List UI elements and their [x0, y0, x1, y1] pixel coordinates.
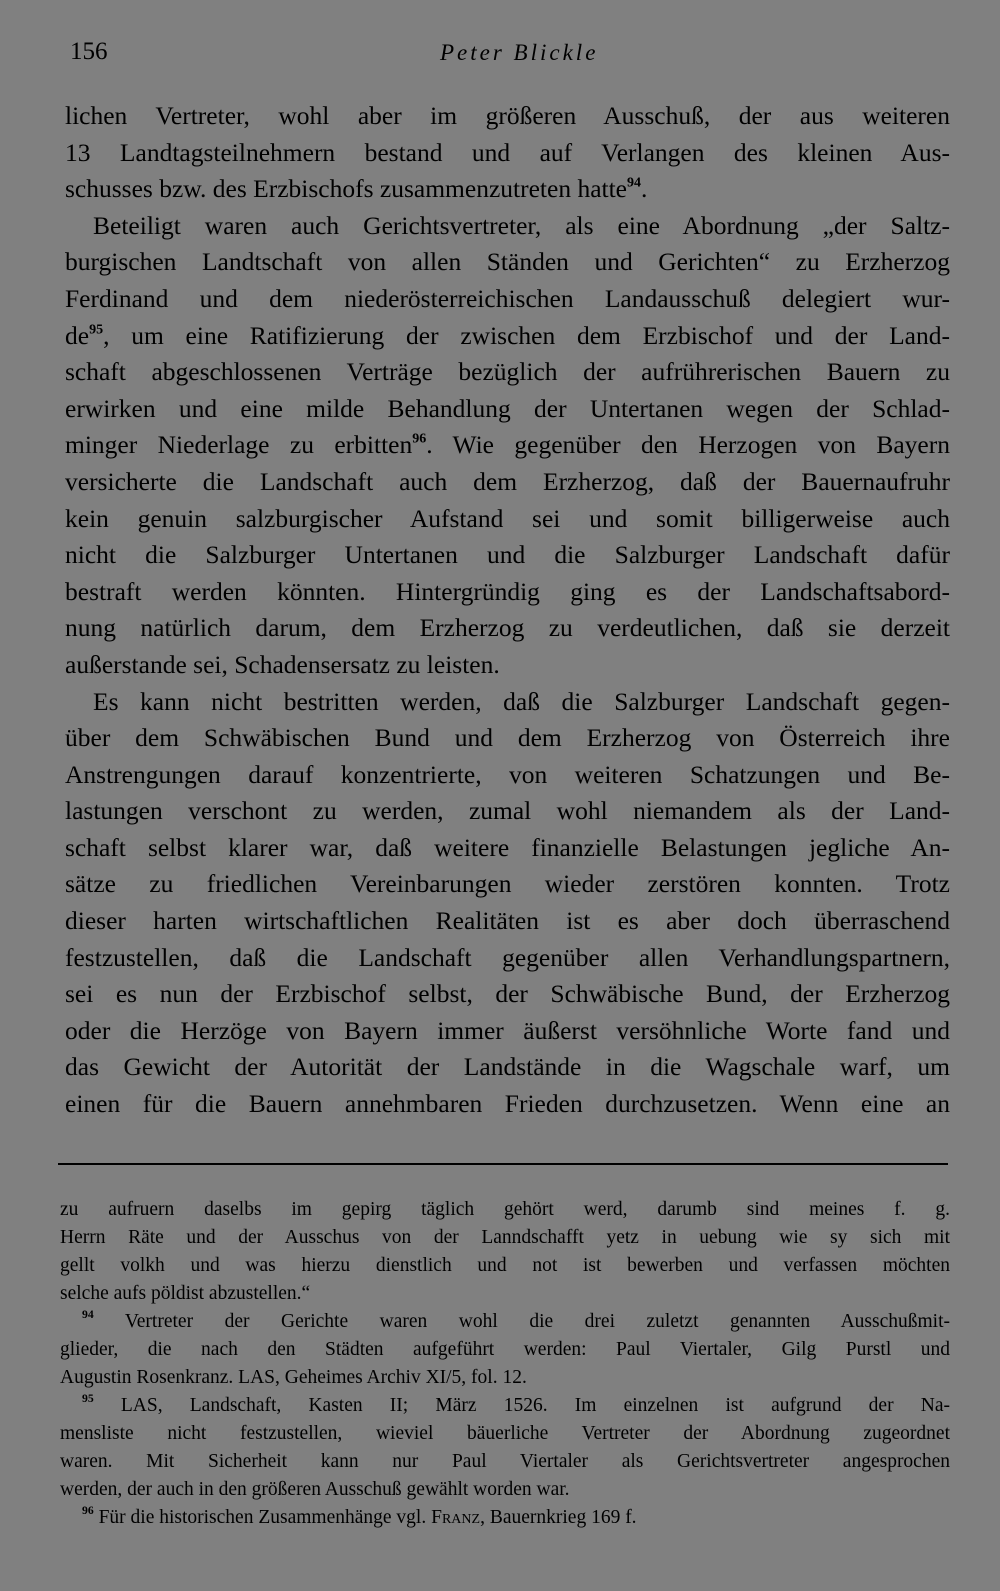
body-line: lichen Vertreter, wohl aber im größeren Ausschuß, der aus weiteren: [65, 101, 950, 130]
body-line: dieser harten wirtschaftlichen Realitäten ist es aber doch überraschend: [65, 906, 950, 936]
text-run: Für die historischen Zusammenhänge vgl.: [93, 1507, 432, 1528]
footnote-94: [60, 1308, 950, 1336]
footnote-95: [60, 1392, 950, 1420]
body-line: oder die Herzöge von Bayern immer äußerst versöhnliche Worte fand und: [65, 1015, 950, 1045]
body-line: [65, 427, 950, 464]
body-line: Anstrengungen darauf konzentrierte, von weiteren Schatzungen und Be-: [65, 759, 950, 789]
running-head: Peter Blickle: [440, 40, 599, 65]
body-line: versicherte die Landschaft auch dem Erzherzog, daß der Bauernaufruhr: [65, 466, 950, 496]
body-text: [65, 98, 950, 1123]
text-run: , um eine Ratifizierung der zwischen dem Erzbischof und der Land-: [103, 320, 950, 350]
body-line: burgischen Landtschaft von allen Ständen und Gerichten“ zu Erzherzog: [65, 247, 950, 277]
body-line: über dem Schwäbischen Bund und dem Erzherzog von Österreich ihre: [65, 723, 950, 753]
text-run: Vertreter der Gerichte waren wohl die drei zuletzt genannten Ausschußmit-: [93, 1311, 950, 1332]
body-line: außerstande sei, Schadensersatz zu leisten.: [65, 649, 500, 679]
footnote-ref-96[interactable]: 96: [412, 431, 427, 447]
text-run: schusses bzw. des Erzbischofs zusammenzutreten hatte: [65, 174, 627, 204]
text-run: .: [641, 174, 648, 204]
body-line: 13 Landtagsteilnehmern bestand und auf Verlangen des kleinen Aus-: [65, 137, 950, 167]
body-line: schaft selbst klarer war, daß weitere finanzielle Belastungen jegliche An-: [65, 832, 950, 862]
body-line: [65, 171, 950, 208]
body-line: [65, 318, 950, 355]
body-line: schaft abgeschlossenen Verträge bezüglich der aufrührerischen Bauern zu: [65, 357, 950, 387]
body-line: nung natürlich darum, dem Erzherzog zu verdeutlichen, daß sie derzeit: [65, 613, 950, 643]
footnote-line: gellt volkh und was hierzu dienstlich und not ist bewerben und verfassen möchten: [60, 1255, 950, 1276]
text-run: , Bauernkrieg 169 f.: [480, 1507, 637, 1528]
body-line: sei es nun der Erzbischof selbst, der Schwäbische Bund, der Erzherzog: [65, 979, 950, 1009]
text-run: minger Niederlage zu erbitten: [65, 430, 413, 460]
footnote-line: glieder, die nach den Städten aufgeführt werden: Paul Viertaler, Gilg Purstl und: [60, 1339, 950, 1360]
body-line: sätze zu friedlichen Vereinbarungen wieder zerstören konnten. Trotz: [65, 869, 950, 899]
body-line: lastungen verschont zu werden, zumal wohl niemandem als der Land-: [65, 796, 950, 826]
footnote-96: [60, 1504, 950, 1532]
footnote-line: zu aufruern daselbs im gepirg täglich gehört werd, darumb sind meines f. g.: [60, 1199, 950, 1220]
body-line: bestraft werden könnten. Hintergründig ging es der Landschaftsabord-: [65, 576, 950, 606]
footnote-line: waren. Mit Sicherheit kann nur Paul Viertaler als Gerichtsvertreter angesprochen: [60, 1451, 950, 1472]
footnote-line: mensliste nicht festzustellen, wieviel bäuerliche Vertreter der Abordnung zugeordnet: [60, 1423, 950, 1444]
cited-author: Franz: [431, 1507, 481, 1528]
footnote-divider: [58, 1163, 948, 1165]
text-run: . Wie gegenüber den Herzogen von Bayern: [426, 430, 950, 460]
body-line: das Gewicht der Autorität der Landstände in die Wagschale warf, um: [65, 1052, 950, 1082]
body-line: Ferdinand und dem niederösterreichischen Landausschuß delegiert wur-: [65, 283, 950, 313]
body-line: erwirken und eine milde Behandlung der Untertanen wegen der Schlad-: [65, 393, 950, 423]
text-run: de: [65, 320, 90, 350]
footnote-line: selche aufs pöldist abzustellen.“: [60, 1283, 311, 1304]
footnote-line: Herrn Räte und der Ausschus von der Lanndschafft yetz in uebung wie sy sich mit: [60, 1227, 950, 1248]
text-run: LAS, Landschaft, Kasten II; März 1526. Im einzelnen ist aufgrund der Na-: [93, 1395, 950, 1416]
footnotes: [60, 1196, 950, 1532]
body-line: festzustellen, daß die Landschaft gegenüber allen Verhandlungspartnern,: [65, 942, 950, 972]
footnote-mark-95: 95: [82, 1392, 94, 1406]
footnote-mark-94: 94: [82, 1308, 94, 1322]
page-number: 156: [70, 38, 108, 65]
footnote-line: werden, der auch in den größeren Ausschuß gewählt worden war.: [60, 1479, 570, 1500]
body-line: Es kann nicht bestritten werden, daß die Salzburger Landschaft gegen-: [93, 686, 950, 716]
page-header: [70, 38, 950, 78]
footnote-line: Augustin Rosenkranz. LAS, Geheimes Archiv XI/5, fol. 12.: [60, 1367, 527, 1388]
footnote-ref-95[interactable]: 95: [89, 322, 104, 338]
body-line: Beteiligt waren auch Gerichtsvertreter, als eine Abordnung „der Saltz-: [93, 210, 950, 240]
body-line: nicht die Salzburger Untertanen und die Salzburger Landschaft dafür: [65, 540, 950, 570]
body-line: einen für die Bauern annehmbaren Frieden durchzusetzen. Wenn eine an: [65, 1089, 950, 1119]
footnote-mark-96: 96: [82, 1504, 94, 1518]
body-line: kein genuin salzburgischer Aufstand sei und somit billigerweise auch: [65, 503, 950, 533]
footnote-ref-94[interactable]: 94: [627, 175, 642, 191]
